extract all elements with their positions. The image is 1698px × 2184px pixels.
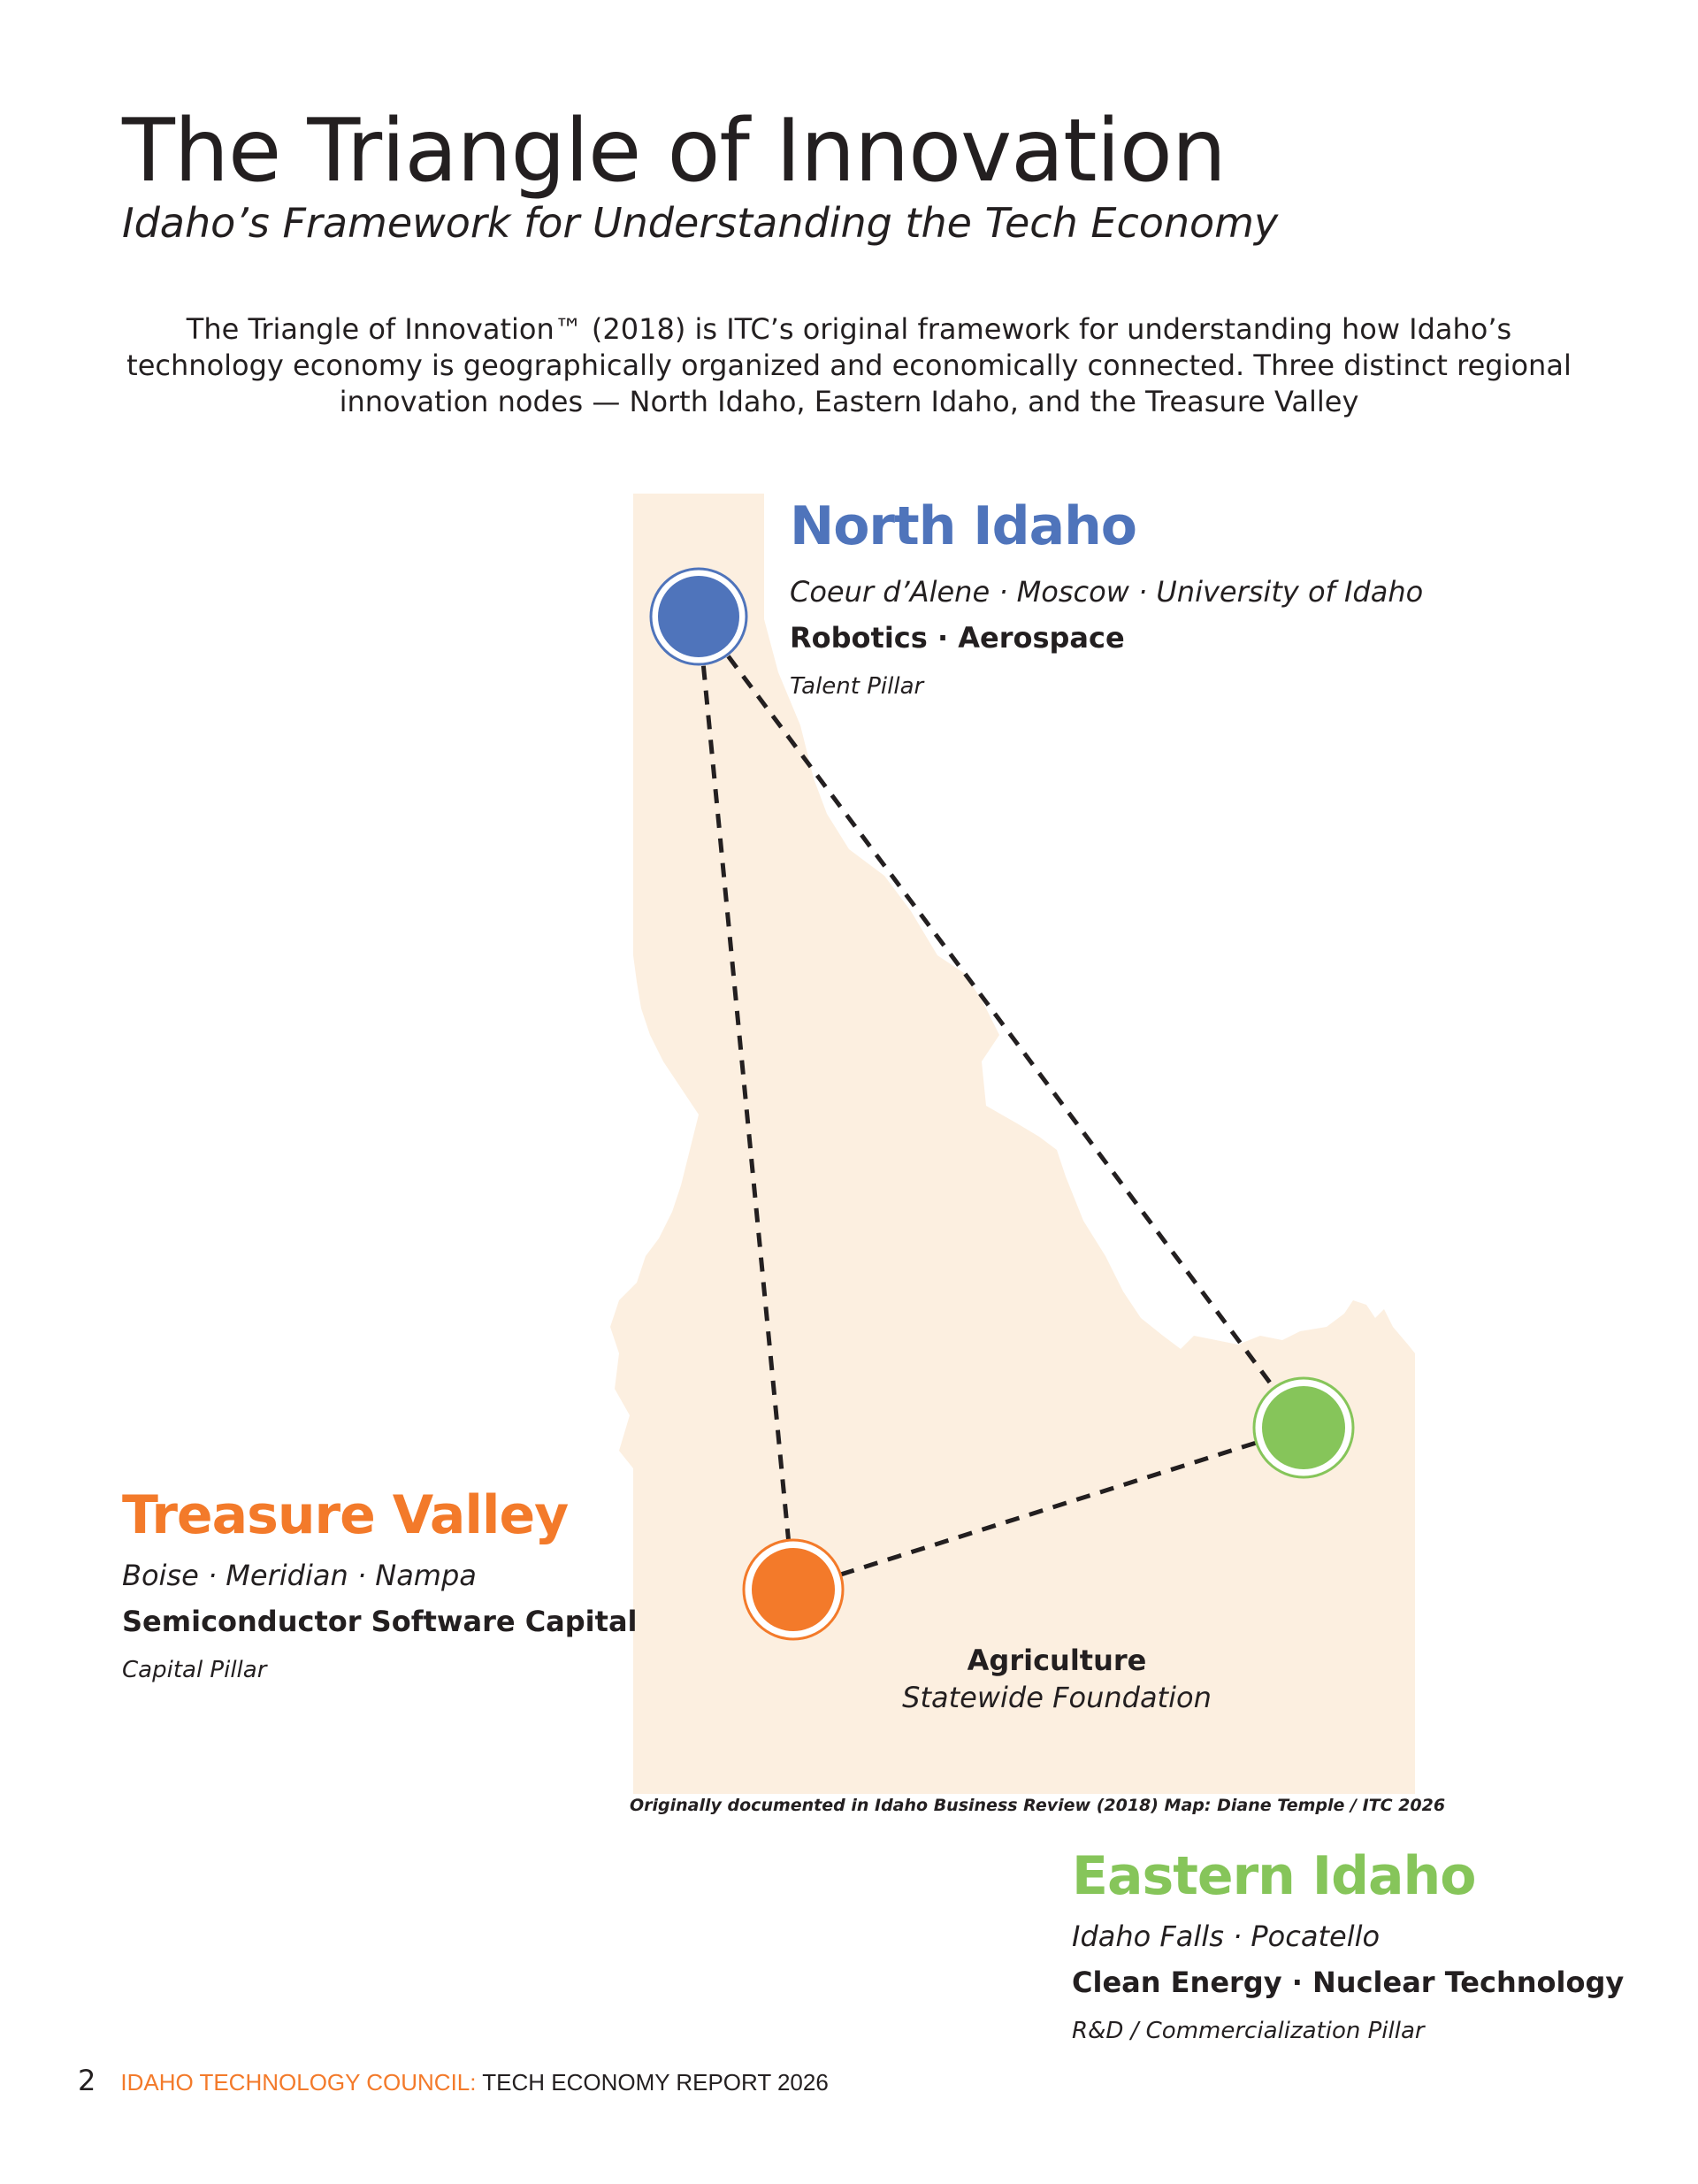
agriculture-title: Agriculture <box>967 1644 1147 1677</box>
north-idaho-cities: Coeur d’Alene · Moscow · University of Idaho <box>790 575 1424 609</box>
eastern-idaho-node <box>1262 1386 1345 1469</box>
page-number: 2 <box>78 2064 96 2097</box>
treasure-valley-cities: Boise · Meridian · Nampa <box>122 1559 477 1592</box>
agriculture-subtitle: Statewide Foundation <box>902 1681 1212 1714</box>
eastern-idaho-block <box>1072 1847 1624 2045</box>
treasure-valley-pillar: Capital Pillar <box>122 1656 267 1683</box>
north-idaho-node <box>658 576 739 657</box>
treasure-valley-block <box>122 1486 638 1684</box>
north-idaho-sectors: Robotics · Aerospace <box>790 621 1125 655</box>
eastern-idaho-name: Eastern Idaho <box>1072 1845 1476 1907</box>
footer-report-title: TECH ECONOMY REPORT 2026 <box>476 2069 829 2096</box>
north-idaho-name: North Idaho <box>790 495 1137 557</box>
treasure-valley-name: Treasure Valley <box>122 1484 569 1546</box>
treasure-valley-sectors: Semiconductor Software Capital <box>122 1605 638 1639</box>
eastern-idaho-sectors: Clean Energy · Nuclear Technology <box>1072 1966 1625 2000</box>
map-credit: Originally documented in Idaho Business Review (2018) Map: Diane Temple / ITC 2026 <box>630 1796 1446 1815</box>
eastern-idaho-pillar: R&D / Commercialization Pillar <box>1072 2017 1425 2044</box>
intro-paragraph: The Triangle of Innovation™ (2018) is ITC’s original framework for understanding how Idaho’s technology economy is geographically organized and economically connected. Three distinct regional innovation nodes — North Idaho, Eastern Idaho, and the Treasure Valley <box>126 312 1572 418</box>
page-subtitle: Idaho’s Framework for Understanding the Tech Economy <box>122 199 1279 247</box>
north-idaho-block <box>790 497 1423 701</box>
footer-org: IDAHO TECHNOLOGY COUNCIL: <box>120 2069 477 2096</box>
page-footer <box>78 2064 829 2097</box>
eastern-idaho-cities: Idaho Falls · Pocatello <box>1072 1920 1381 1953</box>
treasure-valley-node <box>752 1548 835 1631</box>
page-title: The Triangle of Innovation <box>122 101 1226 202</box>
north-idaho-pillar: Talent Pillar <box>790 672 924 700</box>
